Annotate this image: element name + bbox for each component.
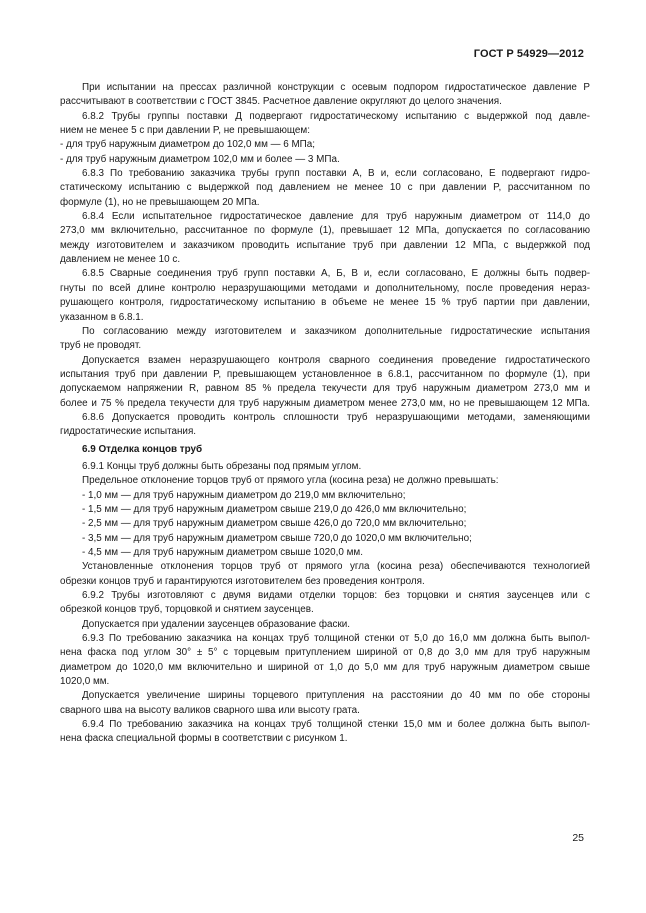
text-line: 273,0 мм включительно, рассчитанное по формуле (1), превышает 12 МПа, допускается по согласованию <box>60 225 590 237</box>
document-code: ГОСТ Р 54929—2012 <box>473 48 584 60</box>
text-line: По согласованию между изготовителем и заказчиком дополнительные гидростатические испытания <box>82 325 590 337</box>
text-line: 6.9.4 По требованию заказчика на концах труб толщиной стенки 15,0 мм и более должна быть выпол- <box>82 719 590 731</box>
text-line: 6.8.4 Если испытательное гидростатическое давление для труб наружным диаметром от 114,0 до <box>82 211 590 223</box>
text-line: 6.9.1 Концы труб должны быть обрезаны под прямым углом. <box>82 460 362 472</box>
text-line: гидростатические испытания. <box>60 426 197 438</box>
text-line: между изготовителем и заказчиком проводить испытание труб при давлении 12 МПа, с выдержкой под <box>60 239 590 251</box>
text-line: 6.8.3 По требованию заказчика трубы групп поставки А, В и, если согласовано, Е подвергают гидро- <box>82 168 590 180</box>
text-line: Установленные отклонения торцов труб от прямого угла (косина реза) обеспечиваются технологией <box>82 561 590 573</box>
text-line: Допускается при удалении заусенцев образование фаски. <box>82 618 351 630</box>
text-line: 6.9.2 Трубы изготовляют с двумя видами отделки торцов: без торцовки и снятия заусенцев или с <box>82 590 590 602</box>
list-item: - 2,5 мм — для труб наружным диаметром свыше 426,0 до 720,0 мм включительно; <box>82 518 467 530</box>
text-line: 6.9.3 По требованию заказчика на концах труб толщиной стенки от 5,0 до 16,0 мм должна быть выпол- <box>82 633 590 645</box>
text-line: нена фаска специальной формы в соответствии с рисунком 1. <box>60 733 348 745</box>
text-line: указанном в 6.8.1. <box>60 311 144 323</box>
text-line: Предельное отклонение торцов труб от прямого угла (косина реза) не должно превышать: <box>82 475 499 487</box>
text-line: гнуты по всей длине контролю неразрушающими методами и дополнительному, после проведения нераз- <box>60 282 590 294</box>
text-line: 6.8.6 Допускается проводить контроль сплошности труб неразрушающими методами, заменяющими <box>82 411 590 423</box>
list-item: - 3,5 мм — для труб наружным диаметром свыше 720,0 до 1020,0 мм включительно; <box>82 532 472 544</box>
text-line: обрезкой концов труб, торцовкой и снятием заусенцев. <box>60 604 314 616</box>
text-line: статическому испытанию с выдержкой под давлением не менее 10 с при давлении P, рассчитанном по <box>60 182 590 194</box>
text-line: рассчитывают в соответствии с ГОСТ 3845. Расчетное давление округляют до целого значения. <box>60 96 502 108</box>
list-item: - для труб наружным диаметром до 102,0 мм — 6 МПа; <box>60 139 316 151</box>
list-item: - 4,5 мм — для труб наружным диаметром свыше 1020,0 мм. <box>82 547 363 558</box>
text-line: Допускается взамен неразрушающего контроля сварного соединения проведение гидростатического <box>82 354 590 366</box>
list-item: - 1,0 мм — для труб наружным диаметром до 219,0 мм включительно; <box>82 489 406 501</box>
text-line: допускаемом напряжении R, равном 85 % предела текучести для труб наружным диаметром 273,0 мм и <box>60 383 590 395</box>
text-line: При испытании на прессах различной конструкции с осевым подпором гидростатическое давление P <box>82 82 590 93</box>
document-body <box>60 81 590 747</box>
text-line: 6.8.2 Трубы группы поставки Д подвергают гидростатическому испытанию с выдержкой под давле- <box>82 110 590 122</box>
list-item: - для труб наружным диаметром 102,0 мм и более — 3 МПа. <box>60 153 340 165</box>
text-line: диаметром до 1020,0 мм включительно и шириной от 1,0 до 5,0 мм для труб наружным диаметром свыше <box>60 661 590 673</box>
text-line: более и 75 % предела текучести для труб наружным диаметром менее 273,0 мм, но не превышающем 12 МПа. <box>60 397 590 409</box>
text-line: рушающего контроля, гидростатическому испытанию в объеме не менее 15 % труб партии при давлении, <box>60 297 590 309</box>
list-item: - 1,5 мм — для труб наружным диаметром свыше 219,0 до 426,0 мм включительно; <box>82 503 467 515</box>
text-line: сварного шва на высоту валиков сварного шва или высоту грата. <box>60 704 360 716</box>
text-line: формуле (1), но не превышающем 20 МПа. <box>60 196 260 208</box>
text-line: труб не проводят. <box>60 340 142 352</box>
text-line: испытания труб при давлении P, превышающем установленное в 6.8.1, рассчитанном по формуле (1), при <box>60 368 590 380</box>
page-number: 25 <box>572 832 584 844</box>
text-line: обрезки концов труб и гарантируются изготовителем без проведения контроля. <box>60 575 425 587</box>
text-line: давлением не менее 10 с. <box>60 254 181 266</box>
text-line: нием не менее 5 с при давлении P, не превышающем: <box>60 125 310 137</box>
text-line: 6.8.5 Сварные соединения труб групп поставки А, Б, В и, если согласовано, Е должны быть подвер- <box>82 268 590 280</box>
text-line: Допускается увеличение ширины торцевого притупления на расстоянии до 40 мм по обе стороны <box>82 690 590 702</box>
text-line: нена фаска под углом 30° ± 5° с торцевым притуплением шириной от 0,8 до 3,0 мм для труб наружным <box>60 647 590 659</box>
section-heading: 6.9 Отделка концов труб <box>82 443 203 455</box>
text-line: 1020,0 мм. <box>60 676 110 688</box>
